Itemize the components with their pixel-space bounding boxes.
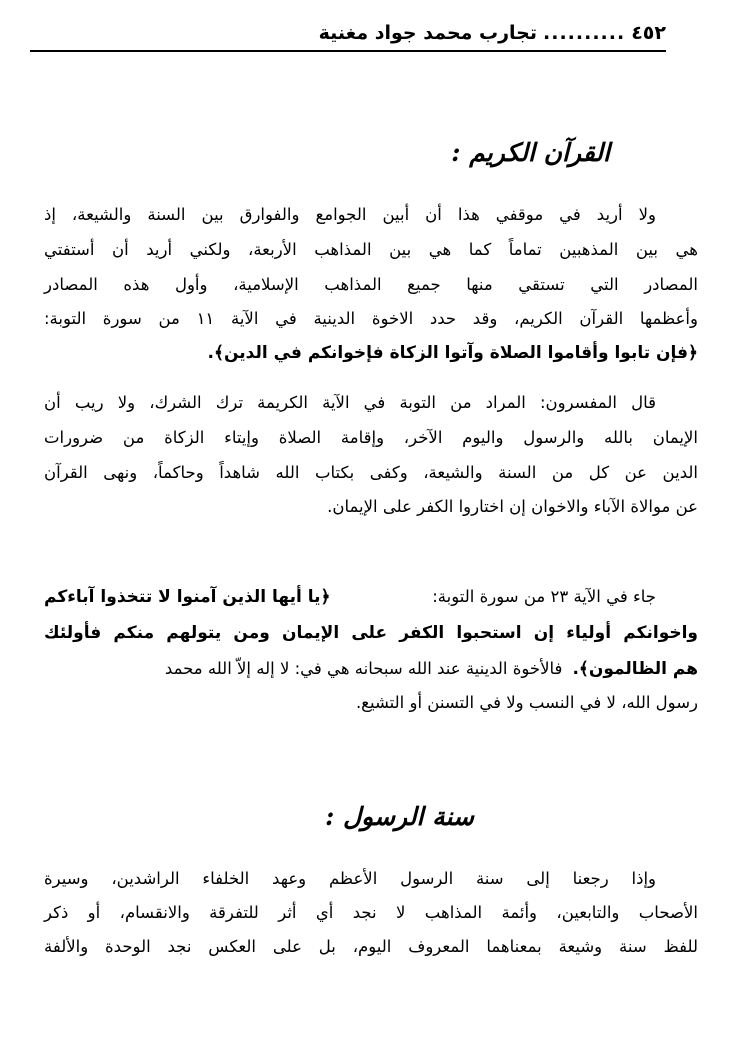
text-line: الأصحاب والتابعين، وأئمة المذاهب لا نجد أي أثر للتفرقة والانقسام، أو ذكر: [44, 903, 698, 922]
text-line: قال المفسرون: المراد من التوبة في الآية الكريمة ترك الشرك، ولا ريب أن: [44, 393, 656, 412]
text-segment: فالأخوة الدينية عند الله سبحانه هي في: لا إله إلاّ الله محمد: [164, 659, 563, 678]
text-line: الدين عن كل من السنة والشيعة، وكفى بكتاب الله شاهداً وحاكماً، ونهى القرآن: [44, 463, 698, 482]
page-number: ٤٥٢: [631, 22, 666, 44]
text-line: عن موالاة الآباء والاخوان إن اختاروا الكفر على الإيمان.: [327, 497, 698, 516]
quran-verse: ﴿يا أيها الذين آمنوا لا تتخذوا آباءكم: [44, 587, 331, 607]
text-segment: جاء في الآية ٢٣ من سورة التوبة:: [432, 587, 656, 606]
header-rule: [30, 50, 666, 52]
text-line: للفظ سنة وشيعة بمعناهما المعروف اليوم، بل على العكس نجد الوحدة والألفة: [44, 937, 698, 956]
text-line: الإيمان بالله والرسول واليوم الآخر، وإقامة الصلاة وإيتاء الزكاة من ضرورات: [44, 428, 698, 447]
text-line: رسول الله، لا في النسب ولا في التسنن أو التشيع.: [355, 693, 698, 712]
text-line: وإذا رجعنا إلى سنة الرسول الأعظم وعهد الخلفاء الراشدين، وسيرة: [44, 869, 656, 888]
quran-verse: هم الظالمون﴾.: [572, 659, 698, 679]
section-heading-quran: القرآن الكريم :: [451, 138, 610, 167]
quran-verse: ﴿فإن تابوا وأقاموا الصلاة وآتوا الزكاة فإخوانكم في الدين﴾.: [207, 343, 698, 363]
text-line: المصادر التي تستقي منها جميع المذاهب الإسلامية، وأول هذه المصادر: [44, 275, 698, 294]
text-line: وأعظمها القرآن الكريم، وقد حدد الاخوة الدينية في الآية ١١ من سورة التوبة:: [44, 309, 698, 328]
book-title: تجارب محمد جواد مغنية: [318, 22, 538, 44]
running-header: [32, 18, 666, 48]
text-line: هي بين المذهبين تماماً كما هي بين المذاهب الأربعة، ولكني أريد أن أستفتي: [44, 240, 698, 259]
text-line: ولا أريد في موقفي هذا أن أبين الجوامع والفوارق بين السنة والشيعة، إذ: [44, 205, 656, 224]
text-line: [44, 584, 656, 610]
text-line: [44, 656, 698, 682]
section-heading-sunnah: سنة الرسول :: [325, 802, 474, 831]
quran-verse: واخوانكم أولياء إن استحبوا الكفر على الإيمان ومن يتولهم منكم فأولئك: [44, 623, 698, 643]
header-dots: ..........: [543, 22, 626, 44]
